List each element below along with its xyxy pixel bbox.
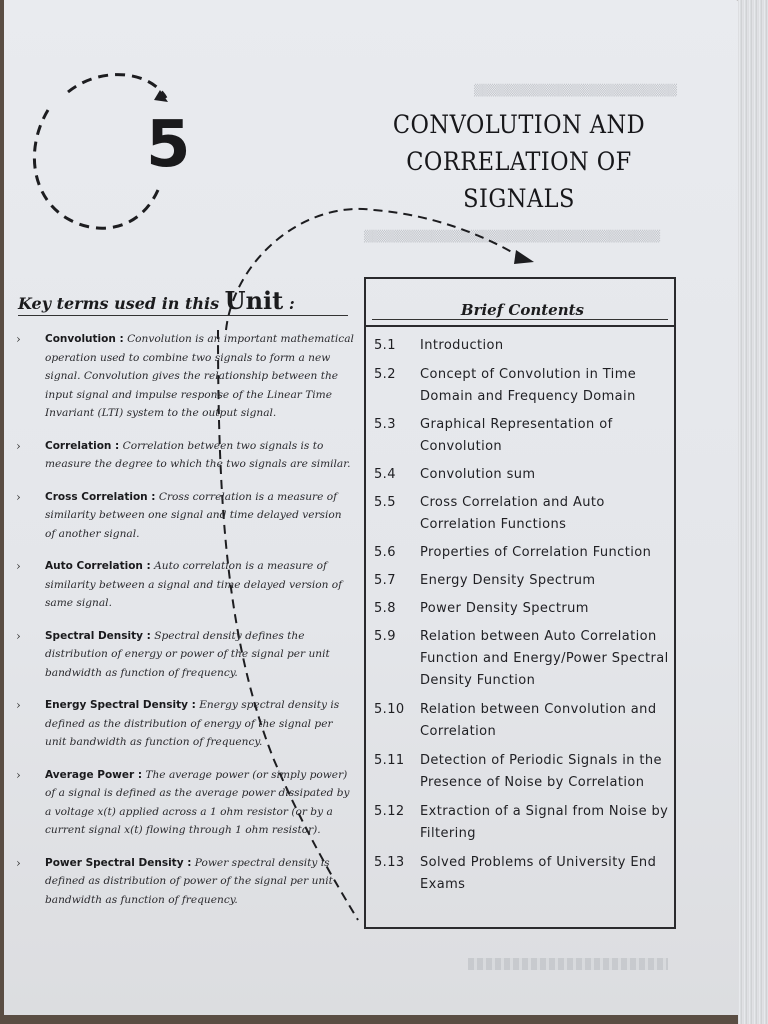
contents-item-text: Concept of Convolution in Time Domain and Frequency Domain [420, 367, 637, 404]
key-terms-heading-suffix: : [288, 294, 295, 313]
contents-item-number: 5.4 [374, 467, 396, 482]
bullet-icon: › [16, 332, 21, 346]
contents-item [374, 492, 670, 536]
contents-item-text: Power Density Spectrum [420, 601, 589, 616]
chapter-title-line2: CORRELATION OF SIGNALS [406, 147, 632, 213]
bullet-icon: › [16, 489, 21, 504]
brief-contents-title-underline [372, 319, 668, 320]
key-term-name: Convolution : [45, 333, 124, 345]
bullet-icon: › [16, 628, 21, 643]
key-term-definition: Power spectral density is defined as distribution of power of the signal per unit bandwidth as function of frequency. [45, 856, 333, 906]
key-term-definition: Cross correlation is a measure of similarity between one signal and time delayed version of another signal. [45, 490, 342, 540]
key-term-energy-spectral-density [14, 696, 354, 752]
key-terms-list [14, 330, 354, 923]
contents-item-number: 5.13 [374, 855, 405, 870]
key-term-average-power [14, 766, 354, 840]
key-terms-heading [18, 286, 295, 315]
key-term-convolution [14, 330, 354, 423]
contents-item-number: 5.5 [374, 495, 396, 510]
brief-contents-title: Brief Contents [460, 301, 584, 319]
contents-item-text: Solved Problems of University End Exams [420, 855, 657, 892]
key-term-definition: Correlation between two signals is to measure the degree to which the two signals are similar. [45, 439, 351, 470]
contents-item-text: Cross Correlation and Auto Correlation Functions [420, 495, 605, 532]
book-page [4, 0, 742, 1015]
key-term-definition: Auto correlation is a measure of similarity between a signal and time delayed version of same signal. [45, 560, 343, 609]
key-term-correlation [14, 437, 354, 474]
contents-item-text: Properties of Correlation Function [420, 545, 652, 560]
unit-number: 5 [146, 108, 189, 182]
key-term-spectral-density [14, 627, 354, 683]
contents-item [374, 750, 670, 794]
key-term-name: Power Spectral Density : [45, 856, 192, 869]
contents-item-text: Relation between Auto Correlation Function and Energy/Power Spectral Density Function [420, 629, 669, 688]
contents-item-number: 5.12 [374, 804, 405, 819]
key-terms-underline [18, 315, 348, 316]
bullet-icon: › [16, 438, 21, 453]
key-term-name: Cross Correlation : [45, 490, 156, 503]
contents-item-text: Detection of Periodic Signals in the Presence of Noise by Correlation [420, 753, 662, 790]
brief-contents-list [374, 335, 670, 896]
contents-item-number: 5.10 [374, 702, 405, 717]
contents-item-number: 5.8 [374, 601, 396, 616]
brief-contents-box [364, 277, 676, 929]
bleed-through-text: ▒▒▒▒▒▒▒▒▒▒▒▒▒▒▒▒▒▒▒▒▒▒▒▒▒▒▒▒▒▒▒▒▒▒▒ [364, 230, 661, 243]
key-term-power-spectral-density [14, 854, 354, 910]
key-term-definition: Energy spectral density is defined as the distribution of energy of the signal per unit bandwidth as function of frequency. [45, 699, 340, 748]
key-term-name: Spectral Density : [45, 629, 151, 642]
key-term-name: Correlation : [45, 439, 120, 452]
contents-item-text: Energy Density Spectrum [420, 573, 596, 588]
bullet-icon: › [16, 855, 21, 870]
contents-item-number: 5.11 [374, 753, 405, 768]
contents-item-number: 5.1 [374, 338, 396, 353]
key-term-name: Auto Correlation : [45, 560, 151, 572]
key-term-name: Energy Spectral Density : [45, 699, 196, 711]
contents-item-text: Introduction [420, 338, 504, 353]
key-term-name: Average Power : [45, 768, 143, 781]
contents-item [374, 414, 670, 458]
contents-item-text: Extraction of a Signal from Noise by Filtering [420, 804, 669, 841]
contents-item [374, 364, 670, 408]
contents-item-number: 5.7 [374, 573, 396, 588]
bullet-icon: › [16, 698, 21, 712]
key-term-definition: Spectral density defines the distribution of energy or power of the signal per unit bandwidth as function of frequency. [45, 629, 330, 679]
bleed-through-text: ▒▒▒▒▒▒▒▒▒▒▒▒▒▒▒▒▒▒▒▒▒▒▒▒ [474, 84, 678, 97]
contents-item-text: Convolution sum [420, 467, 536, 482]
contents-item-text: Graphical Representation of Convolution [420, 417, 613, 454]
key-term-definition: The average power (or simply power) of a signal is defined as the average power dissipated by a voltage x(t) applied across a 1 ohm resistor (or by a current signal x(t) flowing through 1 ohm resistor). [45, 768, 350, 836]
key-terms-heading-prefix: Key terms used in this [18, 294, 220, 313]
footer-smudge [468, 958, 668, 970]
contents-item-number: 5.6 [374, 545, 396, 560]
key-terms-heading-unit: Unit [224, 286, 284, 315]
key-term-auto-correlation [14, 557, 354, 613]
contents-item-text: Relation between Convolution and Correlation [420, 702, 657, 739]
contents-item-number: 5.3 [374, 417, 396, 432]
contents-item-number: 5.9 [374, 629, 396, 644]
contents-item [374, 464, 670, 486]
contents-item [374, 542, 670, 564]
contents-item-number: 5.2 [374, 367, 396, 382]
contents-item [374, 852, 670, 896]
book-page-edges [738, 0, 768, 1024]
contents-item [374, 598, 670, 620]
contents-item [374, 626, 670, 692]
chapter-title-line1: CONVOLUTION AND [392, 110, 646, 139]
contents-item [374, 570, 670, 592]
contents-item [374, 699, 670, 743]
key-term-definition: Convolution is an important mathematical operation used to combine two signals to form a new signal. Convolution gives the relationship between the input signal and impulse response of the Linear Time Invariant (LTI) system to the output signal. [45, 333, 354, 419]
key-term-cross-correlation [14, 488, 354, 544]
chapter-title [371, 106, 668, 217]
bullet-icon: › [16, 559, 21, 573]
contents-item [374, 801, 670, 845]
brief-contents-header [366, 279, 674, 327]
contents-item [374, 335, 670, 357]
bullet-icon: › [16, 767, 21, 782]
